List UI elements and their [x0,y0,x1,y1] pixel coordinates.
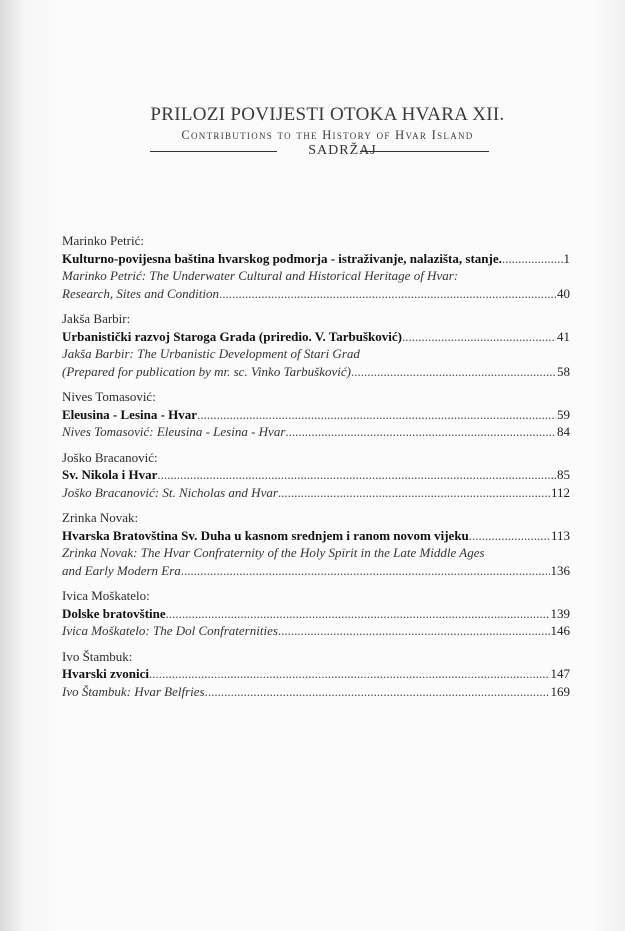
entry-english-row[interactable] [62,484,570,502]
table-of-contents [62,232,570,708]
entry-english-title-line2: and Early Modern Era [62,562,181,578]
entry-author: Jakša Barbir: [62,311,131,326]
entry-croatian-row[interactable] [62,466,570,484]
leader-dots [205,683,550,701]
entry-english-row[interactable] [62,423,570,441]
entry-croatian-title: Urbanistički razvoj Staroga Grada (priredio. V. Tarbušković) [62,328,402,344]
leader-dots [181,562,550,580]
leader-dots [351,363,556,381]
toc-entry [62,449,570,502]
leader-dots [469,527,550,545]
entry-croatian-title: Kulturno-povijesna baština hvarskog podmorja - istraživanje, nalazišta, stanje. [62,250,502,266]
book-title: PRILOZI POVIJESTI OTOKA HVARA XII. [150,104,505,125]
entry-croatian-row[interactable] [62,527,570,545]
entry-croatian-row[interactable] [62,665,570,683]
entry-english-title-line2: (Prepared for publication by mr. sc. Vinko Tarbušković) [62,363,351,379]
leader-dots [219,285,556,303]
entry-english-page: 112 [550,484,570,500]
entry-croatian-page: 59 [557,406,570,422]
entry-croatian-row[interactable] [62,406,570,424]
entry-croatian-row[interactable] [62,250,570,268]
leader-dots [278,484,550,502]
leader-dots [157,466,556,484]
toc-entry [62,587,570,640]
divider-right [360,151,489,152]
entry-author: Joško Bracanović: [62,449,158,465]
book-subtitle: Contributions to the History of Hvar Island [181,128,474,142]
entry-english-page: 84 [557,424,570,439]
entry-author: Nives Tomasović: [62,389,156,404]
entry-english-title: Nives Tomasović: Eleusina - Lesina - Hvar [62,424,286,439]
entry-english-row[interactable] [62,622,570,640]
entry-english-title: Ivica Moškatelo: The Dol Confraternities [62,623,278,638]
entry-croatian-page: 147 [550,666,570,681]
entry-english-title-line1: Jakša Barbir: The Urbanistic Development of Stari Grad [62,346,360,361]
entry-croatian-page: 41 [557,328,570,344]
leader-dots [402,328,556,346]
entry-english-title-line1: Zrinka Novak: The Hvar Confraternity of the Holy Spirit in the Late Middle Ages [62,545,485,560]
entry-english-page: 146 [550,623,570,638]
entry-croatian-row[interactable] [62,605,570,623]
entry-croatian-row[interactable] [62,328,570,346]
entry-english-title: Joško Bracanović: St. Nicholas and Hvar [62,484,278,500]
toc-entry [62,648,570,701]
leader-dots [197,406,556,424]
entry-english-title: Ivo Štambuk: Hvar Belfries [62,683,205,699]
entry-english-title-line2: Research, Sites and Condition [62,285,219,301]
entry-croatian-page: 113 [550,527,570,543]
entry-english-row[interactable] [62,285,570,303]
leader-dots [149,665,549,683]
entry-croatian-title: Dolske bratovštine [62,605,166,621]
section-heading-row [0,143,625,163]
entry-croatian-page: 85 [557,467,570,482]
entry-english-row[interactable] [62,562,570,580]
entry-author: Marinko Petrić: [62,233,144,248]
entry-croatian-page: 1 [563,250,570,266]
entry-croatian-page: 139 [550,605,570,621]
entry-croatian-title: Sv. Nikola i Hvar [62,467,158,482]
leader-dots [166,605,550,623]
entry-author: Ivo Štambuk: [62,648,133,664]
entry-croatian-title: Hvarski zvonici [62,666,150,681]
toc-entry [62,509,570,579]
leader-dots [502,250,563,268]
entry-english-row[interactable] [62,363,570,381]
entry-author: Zrinka Novak: [62,510,139,525]
entry-author: Ivica Moškatelo: [62,588,150,603]
entry-english-page: 58 [557,363,570,379]
entry-english-title-line1: Marinko Petrić: The Underwater Cultural and Historical Heritage of Hvar: [62,268,459,283]
toc-entry [62,388,570,441]
leader-dots [285,423,556,441]
entry-croatian-title: Hvarska Bratovština Sv. Duha u kasnom srednjem i ranom novom vijeku [62,527,469,543]
entry-english-row[interactable] [62,683,570,701]
entry-english-page: 169 [550,683,570,699]
leader-dots [278,622,550,640]
section-heading: SADRŽAJ [308,143,377,158]
toc-entry [62,232,570,302]
entry-english-page: 40 [557,285,570,301]
toc-entry [62,310,570,380]
entry-english-page: 136 [550,562,570,578]
entry-croatian-title: Eleusina - Lesina - Hvar [62,406,198,422]
page-header [0,104,625,163]
